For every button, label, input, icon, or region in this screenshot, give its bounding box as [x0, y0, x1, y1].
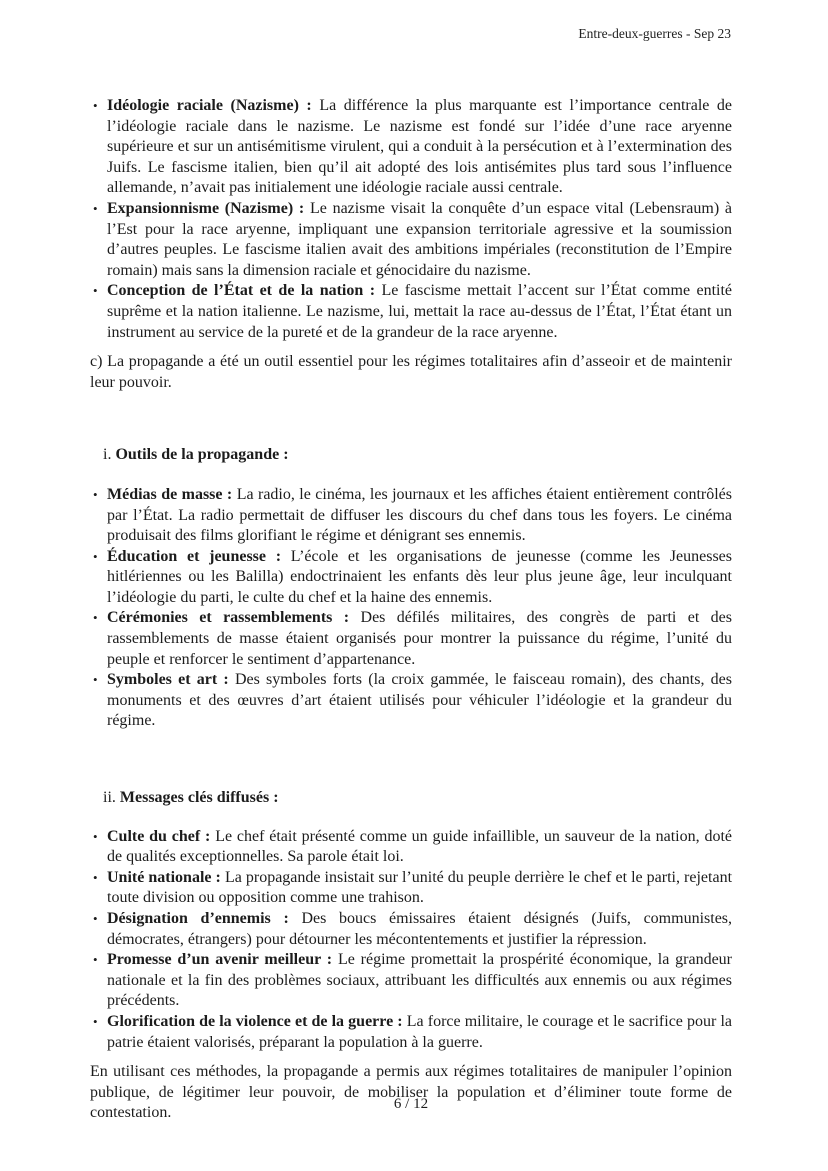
list-item [107, 670, 732, 732]
heading-messages-cles [103, 788, 732, 809]
item-term: Symboles et art : [107, 671, 229, 689]
list-item [107, 950, 732, 1012]
list-item [107, 281, 732, 343]
item-text: Des symboles forts (la croix gammée, le faisceau romain), des chants, des monuments et des œuvres d’art étaient utilisés pour véhiculer l’idéologie et la grandeur du régime. [107, 671, 733, 730]
item-term: Unité nationale : [107, 868, 221, 886]
list-item [107, 1012, 732, 1053]
item-term: Culte du chef : [107, 827, 211, 845]
item-term: Cérémonies et rassemblements : [107, 609, 350, 627]
list-item [107, 547, 732, 609]
heading-label: Outils de la propagande : [115, 446, 289, 464]
paragraph-propaganda-intro: c) La propagande a été un outil essentiel pour les régimes totalitaires afin d’asseoir et de maintenir leur pouvoir. [90, 353, 732, 391]
item-term: Conception de l’État et de la nation : [107, 282, 376, 300]
list-item [107, 909, 732, 950]
item-text: Des défilés militaires, des congrès de parti et des rassemblements de masse étaient organisés pour montrer la puissance du régime, l’unité du peuple et renforcer le sentiment d’appartenance. [107, 609, 733, 668]
item-term: Glorification de la violence et de la guerre : [107, 1012, 403, 1030]
paragraph-conclusion: En utilisant ces méthodes, la propagande a permis aux régimes totalitaires de manipuler l’opinion publique, de légitimer leur pouvoir, de mobiliser la population et d’éliminer toute forme de contestation. [90, 1063, 732, 1122]
list-item [107, 96, 732, 199]
item-term: Médias de masse : [107, 485, 233, 503]
list-item [107, 608, 732, 670]
list-item [107, 827, 732, 868]
item-term: Promesse d’un avenir meilleur : [107, 951, 333, 969]
document-body [90, 0, 732, 1124]
item-term: Expansionnisme (Nazisme) : [107, 199, 305, 217]
heading-prefix: i. [103, 446, 112, 464]
page-number: 6 / 12 [393, 1096, 429, 1112]
heading-prefix: ii. [103, 789, 116, 807]
heading-label: Messages clés diffusés : [119, 789, 279, 807]
item-text: La différence la plus marquante est l’importance centrale de l’idéologie raciale dans le nazisme. Le nazisme est fondé sur l’idée d’une race aryenne supérieure et sur un antisémitisme virulent, qui a conduit à la persécution et à l’extermination des Juifs. Le fascisme italien, bien qu’il ait adopté des lois antisémites plus tard sous l’influence allemande, n’avait pas initialement une idéologie raciale aussi centrale. [107, 97, 733, 197]
item-text: Le fascisme mettait l’accent sur l’État comme entité suprême et la nation italienne. Le nazisme, lui, mettait la race au-dessus de l’État, l’État étant un instrument au service de la pureté et de la grandeur de la race aryenne. [107, 282, 733, 341]
item-text: L’école et les organisations de jeunesse (comme les Jeunesses hitlériennes ou les Balilla) endoctrinaient les enfants dès leur plus jeune âge, leur inculquant l’idéologie du parti, le culte du chef et la haine des ennemis. [107, 547, 732, 606]
item-text: La radio, le cinéma, les journaux et les affiches étaient entièrement contrôlés par l’État. La radio permettait de diffuser les discours du chef dans tous les foyers. Le cinéma produisait des films glorifiant le régime et dénigrant ses ennemis. [107, 485, 733, 545]
item-text: Le chef était présenté comme un guide infaillible, un sauveur de la nation, doté de qualités exceptionnelles. Sa parole était loi. [107, 827, 732, 866]
list-item [107, 868, 732, 909]
item-term: Désignation d’ennemis : [107, 910, 289, 927]
list-item [107, 485, 732, 547]
item-text: Des boucs émissaires étaient désignés (Juifs, communistes, démocrates, étrangers) pour détourner les mécontentements et justifier la répression. [107, 910, 733, 948]
item-text: Le nazisme visait la conquête d’un espace vital (Lebensraum) à l’Est pour la race aryenne, impliquant une expansion territoriale agressive et la soumission d’autres peuples. Le fascisme italien avait des ambitions impériales (reconstitution de l’Empire romain) mais sans la dimension raciale et génocidaire du nazisme. [107, 199, 732, 279]
list-item [107, 199, 732, 281]
item-term: Éducation et jeunesse : [107, 547, 282, 565]
bullet-list-outils [90, 485, 732, 732]
item-term: Idéologie raciale (Nazisme) : [107, 97, 312, 114]
bullet-list-messages [90, 827, 732, 1054]
item-text: Le régime promettait la prospérité économique, la grandeur nationale et la fin des problèmes sociaux, attribuant les difficultés aux ennemis ou aux régimes précédents. [107, 951, 732, 1010]
bullet-list-comparison [90, 96, 732, 343]
page-header: Entre-deux-guerres - Sep 23 [578, 26, 731, 41]
heading-outils-propagande [103, 445, 732, 466]
item-text: La propagande insistait sur l’unité du peuple derrière le chef et le parti, rejetant toute division ou opposition comme une trahison. [107, 868, 733, 907]
item-text: La force militaire, le courage et le sacrifice pour la patrie étaient valorisés, préparant la population à la guerre. [107, 1012, 733, 1051]
